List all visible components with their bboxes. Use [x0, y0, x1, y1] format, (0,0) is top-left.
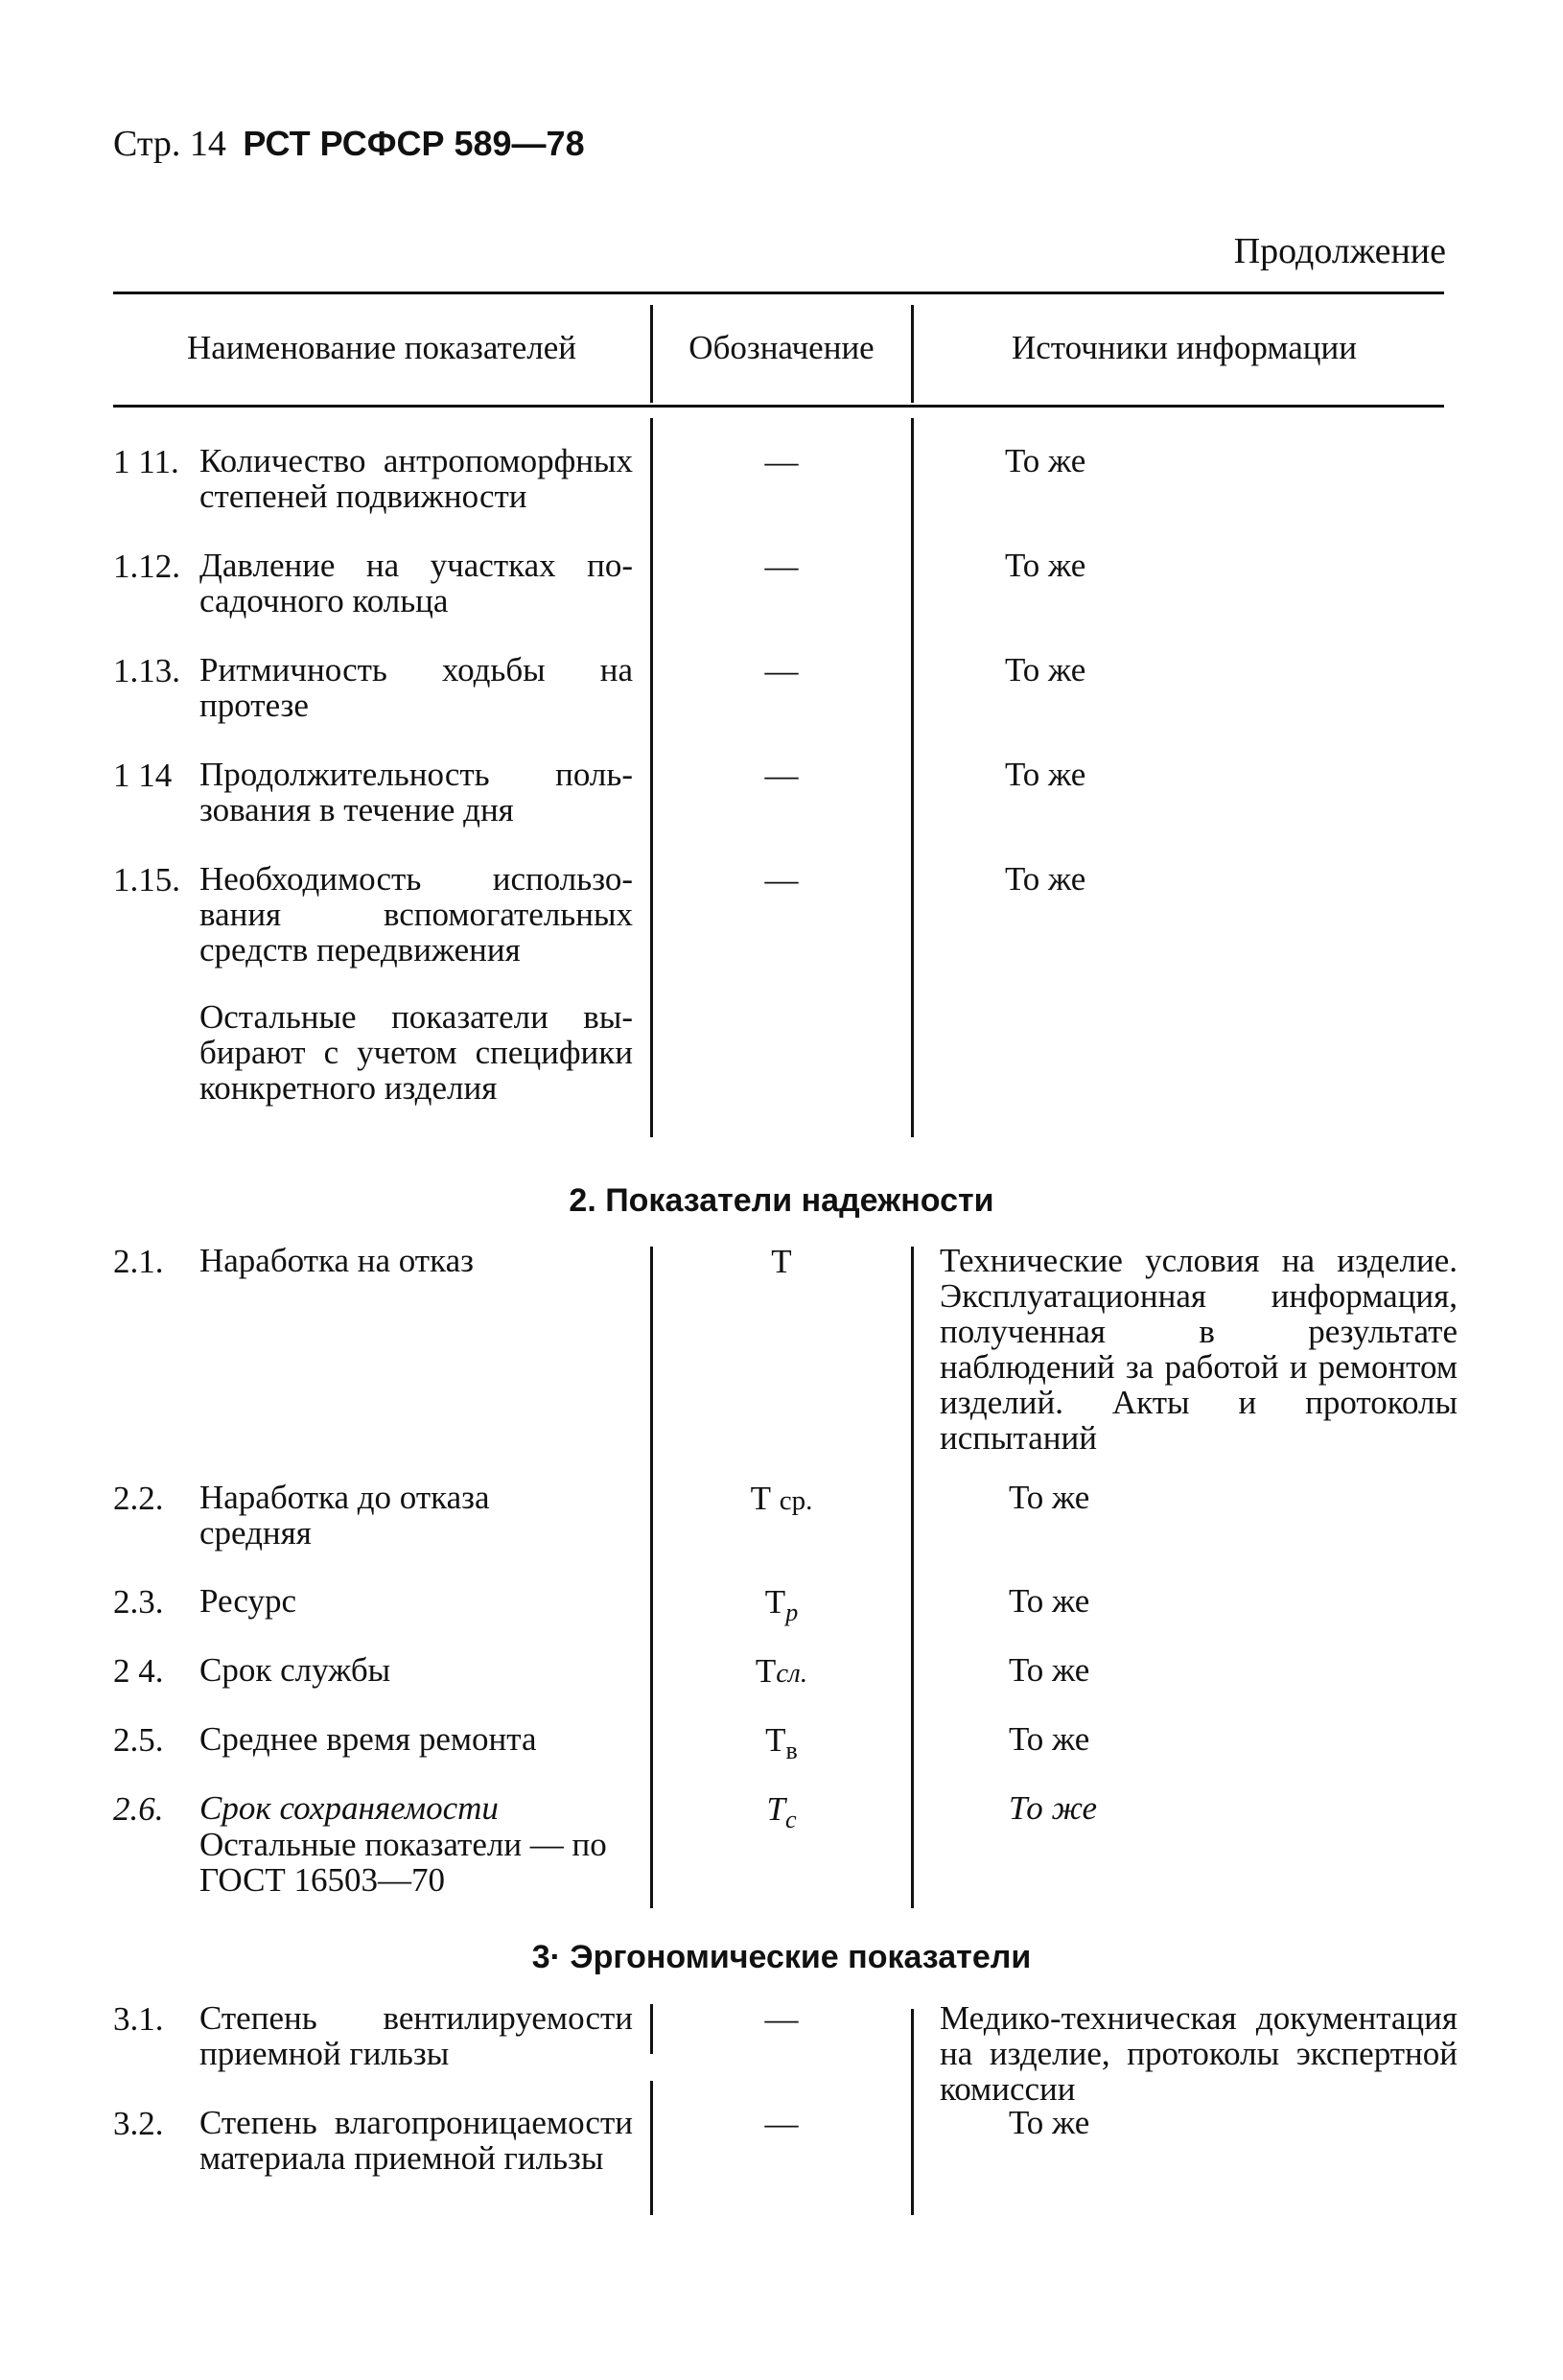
section-note: Остальные показатели — по ГОСТ 16503—70 [199, 1826, 607, 1899]
information-source: То же [1009, 1479, 1090, 1516]
symbol-subscript: р [785, 1598, 799, 1626]
column-divider [911, 1247, 914, 1908]
information-source: То же [1009, 1582, 1090, 1620]
row-number: 2.3. [113, 1583, 164, 1621]
indicator-symbol [662, 1583, 901, 1627]
indicator-symbol [662, 1652, 901, 1691]
indicator-name: Количество антропоморфных степеней подвижности [199, 442, 633, 515]
information-source: То же [1009, 1651, 1090, 1689]
section-title: 2. Показатели надежности [569, 1182, 994, 1219]
symbol-subscript: с [784, 1806, 797, 1833]
indicator-name: Степень влагопроницаемости материала приемной гильзы [199, 2104, 633, 2177]
section-title: 3· Эргономические показатели [531, 1939, 1032, 1975]
row-number: 1.15. [113, 861, 180, 898]
symbol-letter: Т [764, 1583, 786, 1621]
row-number: 1 11. [113, 443, 179, 480]
information-source: Технические условия на изделие. Эксплуатационная информация, полученная в результате наблюдений за работой и ремонтом изделий. Акты и протоколы испытаний [940, 1242, 1458, 1457]
indicator-name: Ресурс [199, 1582, 297, 1620]
indicator-name: Среднее время ремонта [199, 1720, 537, 1758]
information-source: То же [1009, 2104, 1090, 2141]
indicator-name: Продолжительность пользования в течение дня [199, 756, 633, 828]
indicator-name: Наработка до отказа средняя [199, 1479, 490, 1552]
column-divider [650, 2004, 653, 2054]
indicator-symbol: — [764, 652, 799, 689]
table-header-rule [113, 405, 1444, 408]
row-number: 2 4. [113, 1652, 164, 1690]
information-source: То же [1005, 651, 1086, 688]
row-number: 1.13. [113, 652, 180, 689]
indicator-symbol: — [764, 757, 799, 794]
information-source: Медико-техническая документация на изделие, протоколы экспертной комиссии [940, 1999, 1458, 2108]
column-header-name: Наименование показателей [186, 329, 577, 366]
indicator-symbol [662, 1721, 901, 1765]
row-number: 3.2. [113, 2105, 164, 2142]
indicator-name: Степень вентилируемости приемной гильзы [199, 1999, 633, 2072]
row-number: 2.2. [113, 1480, 164, 1517]
information-source: То же [1009, 1720, 1090, 1758]
symbol-subscript: ср. [779, 1485, 813, 1516]
indicator-symbol [662, 1480, 901, 1518]
symbol-letter: Т [771, 1243, 792, 1280]
indicator-name: Необходимость использования вспомогательных средств передвижения [199, 860, 633, 968]
information-source: То же [1005, 756, 1086, 793]
column-divider [911, 305, 914, 403]
symbol-subscript: в [785, 1737, 798, 1764]
row-number: 2.1. [113, 1243, 164, 1280]
indicator-name: Наработка на отказ [199, 1242, 474, 1279]
indicator-symbol: — [764, 443, 799, 480]
indicator-symbol: — [764, 861, 799, 898]
row-number: 2.5. [113, 1721, 164, 1759]
group-note: Остальные показатели выбирают с учетом специфики конкретного изделия [199, 998, 633, 1107]
row-number: 1.12. [113, 548, 180, 585]
column-divider [650, 305, 653, 403]
symbol-letter: Т [766, 1790, 785, 1828]
indicator-name: Ритмичность ходьбы на протезе [199, 651, 633, 724]
column-divider [650, 2081, 653, 2215]
column-header-symbol: Обозначение [688, 329, 875, 366]
symbol-letter: Т [755, 1652, 777, 1690]
symbol-letter: Т [750, 1480, 771, 1517]
column-divider [911, 418, 914, 1137]
indicator-name: Срок сохраняемости [199, 1789, 499, 1827]
row-number: 1 14 [113, 757, 173, 794]
row-number: 2.6. [113, 1790, 164, 1828]
indicator-symbol: — [764, 2105, 799, 2142]
column-header-source: Источники информации [1011, 329, 1358, 366]
indicator-name: Давление на участках посадочного кольца [199, 547, 633, 619]
column-divider [650, 418, 653, 1137]
page-header [113, 123, 585, 165]
information-source: То же [1005, 547, 1086, 584]
indicator-symbol: — [764, 548, 799, 585]
indicator-name: Срок службы [199, 1651, 391, 1689]
column-divider [650, 1247, 653, 1908]
indicator-symbol [662, 1790, 901, 1834]
information-source: То же [1009, 1789, 1098, 1827]
continuation-label: Продолжение [1233, 231, 1446, 271]
symbol-letter: Т [765, 1721, 786, 1759]
information-source: То же [1005, 860, 1086, 898]
information-source: То же [1005, 442, 1086, 479]
table-top-rule [113, 292, 1444, 294]
column-divider [911, 2009, 914, 2215]
symbol-subscript: сл. [776, 1658, 808, 1689]
indicator-symbol: — [764, 2000, 799, 2038]
standard-number: РСТ РСФСР 589—78 [243, 124, 585, 163]
indicator-symbol [662, 1243, 901, 1287]
row-number: 3.1. [113, 2000, 164, 2038]
page-number: Стр. 14 [113, 124, 226, 164]
